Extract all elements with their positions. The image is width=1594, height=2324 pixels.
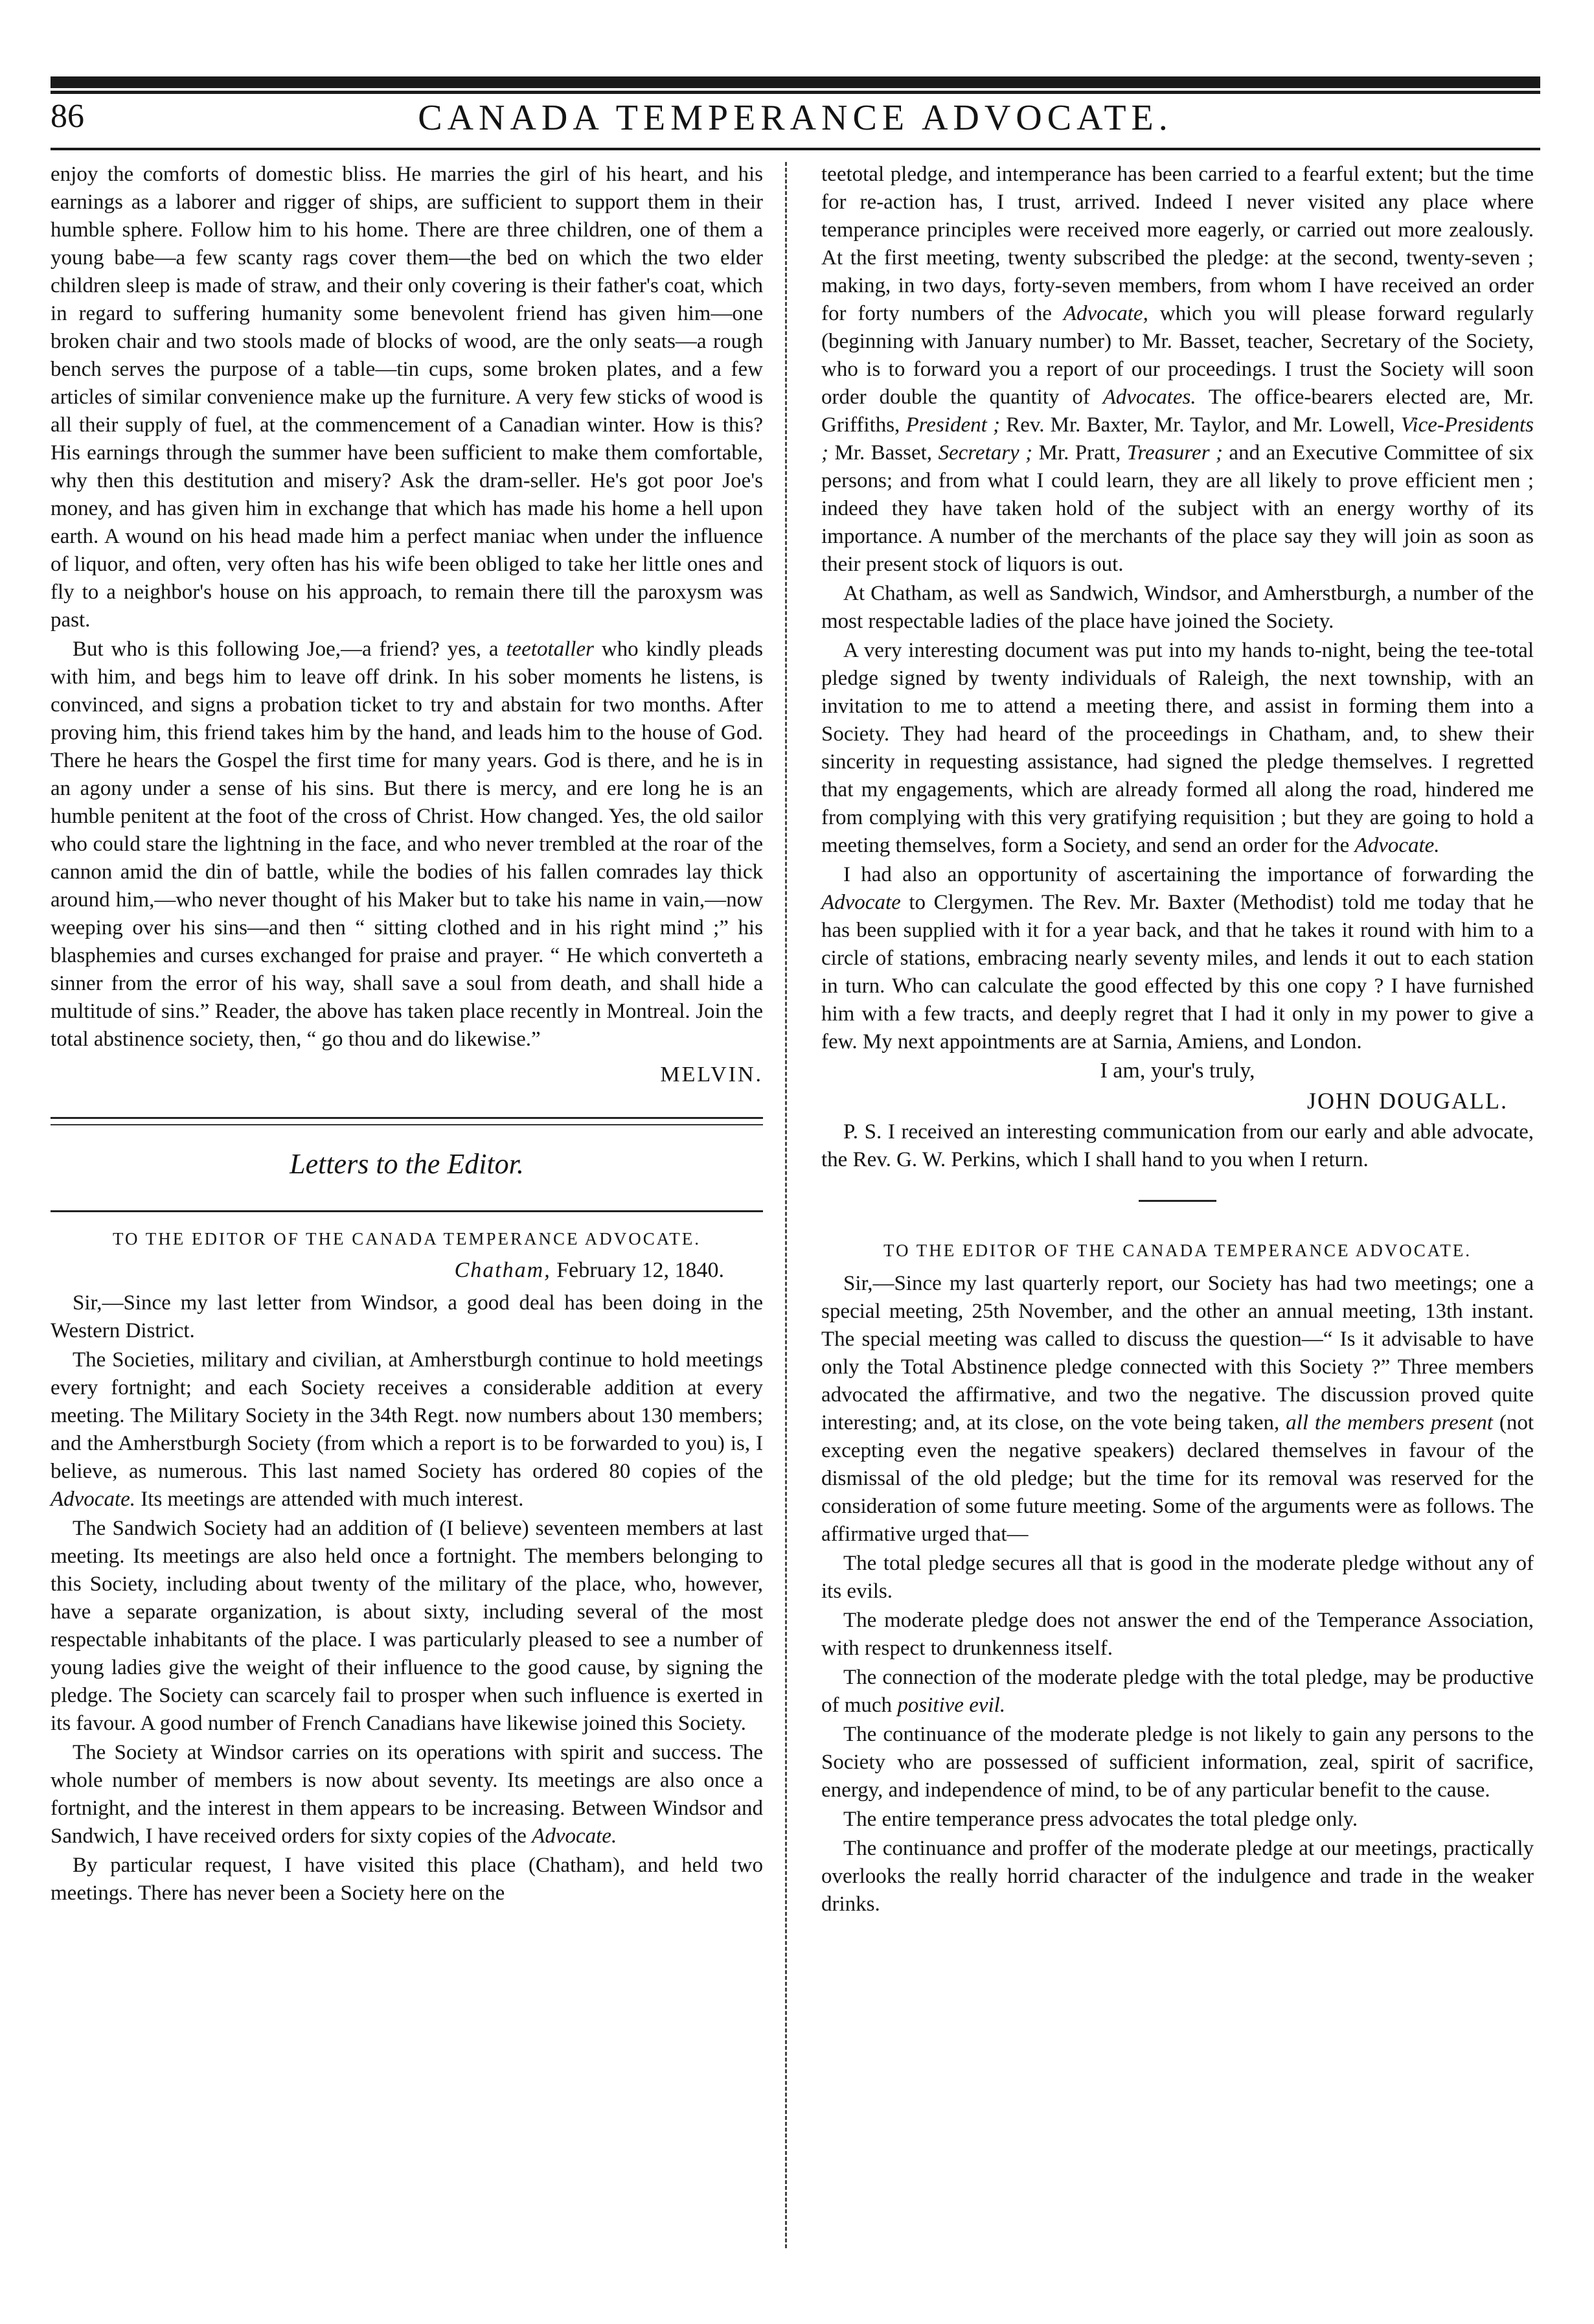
page-header [51, 97, 1540, 149]
running-title: CANADA TEMPERANCE ADVOCATE. [418, 98, 1173, 138]
letter1-paragraph-2: The Societies, military and civilian, at Amherstburgh continue to hold meetings every fortnight; and each Society receives a considerable addition at every meeting. The Military Society in the 34th Regt. now numbers about 130 members; and the Amherstburgh Society (from which a report is to be forwarded to you) is, I believe, as numerous. This last named Society has ordered 80 copies of the Advocate. Its meetings are attended with much interest. [51, 1348, 763, 1511]
argument-4: The continuance of the moderate pledge is not likely to gain any persons to the Society who are possessed of sufficient information, zeal, spirit of sacrifice, energy, and independence of mind, to be of any particular benefit to the cause. [821, 1723, 1534, 1802]
argument-1: The total pledge secures all that is good in the moderate pledge without any of its evils. [821, 1552, 1534, 1603]
right-paragraph-3: A very interesting document was put into my hands to-night, being the tee-total pledge signed by twenty individuals of Raleigh, the next township, with an invitation to me to attend a meeting there, and assist in forming them into a Society. They had heard of the proceedings in Chatham, and, to shew their sincerity in requesting assistance, had signed the pledge themselves. I regretted that my engagements, which are already formed all along the road, hindered me from complying with this very gratifying requisition ; but they are going to hold a meeting themselves, form a Society, and send an order for the Advocate. [821, 639, 1534, 857]
postscript: P. S. I received an interesting communication from our early and able advocate, the Rev. G. W. Perkins, which I shall hand to you when I return. [821, 1120, 1534, 1171]
letter-address-1: TO THE EDITOR OF THE CANADA TEMPERANCE ADVOCATE. [112, 1229, 701, 1248]
section-rule-bottom [51, 1210, 763, 1212]
left-paragraph-2: But who is this following Joe,—a friend? yes, a teetotaller who kindly pleads with him, and begs him to leave off drink. In his sober moments he listens, is convinced, and signs a probation ticket to try and abstain for two months. After proving him, this friend takes him by the hand, and leads him to the house of God. There he hears the Gospel the first time for many years. God is there, and he is in an agony under a sense of his sins. But there is mercy, and ere long he is an humble penitent at the foot of the cross of Christ. How changed. Yes, the old sailor who could stare the lightning in the face, and who never trembled at the roar of the cannon amid the din of battle, while the bodies of his fallen comrades lay thick around him,—who never thought of his Maker but to take his name in vain,—now weeping over his sins—and then “ sitting clothed and in his right mind ;” his blasphemies and curses exchanged for praise and prayer. “ He which converteth a sinner from the error of his way, shall save a soul from death, and shall hide a multitude of sins.” Reader, the above has taken place recently in Montreal. Join the total abstinence society, then, “ go thou and do likewise.” [51, 638, 763, 1051]
letter-address-2: TO THE EDITOR OF THE CANADA TEMPERANCE ADVOCATE. [883, 1241, 1472, 1260]
letter-closing: I am, your's truly, [1100, 1059, 1255, 1083]
page-number: 86 [51, 98, 84, 135]
argument-3: The connection of the moderate pledge with the total pledge, may be productive of much positive evil. [821, 1666, 1534, 1717]
letter-dateline: Chatham, February 12, 1840. [454, 1258, 724, 1282]
short-divider [1139, 1200, 1216, 1202]
section-title: Letters to the Editor. [290, 1148, 524, 1180]
column-divider [785, 162, 787, 2248]
letter1-paragraph-1: Sir,—Since my last letter from Windsor, a good deal has been doing in the Western District. [51, 1291, 763, 1342]
argument-5: The entire temperance press advocates the total pledge only. [843, 1808, 1358, 1831]
signature-melvin: MELVIN. [660, 1063, 763, 1087]
section-rule-top-thin [51, 1124, 763, 1125]
argument-6: The continuance and proffer of the moderate pledge at our meetings, practically overlooks the really horrid character of the indulgence and trade in the weaker drinks. [821, 1837, 1534, 1916]
letter2-paragraph-1: Sir,—Since my last quarterly report, our Society has had two meetings; one a special meeting, 25th November, and the other an annual meeting, 13th instant. The special meeting was called to discuss the question—“ Is it advisable to have only the Total Abstinence pledge connected with this Society ?” Three members advocated the affirmative, and two the negative. The discussion proved quite interesting; and, at its close, on the vote being taken, all the members present (not excepting even the negative speakers) declared themselves in favour of the dismissal of the old pledge; but the time for its removal was reserved for the consideration of some future meeting. Some of the arguments were as follows. The affirmative urged that— [821, 1272, 1534, 1546]
signature-dougall: JOHN DOUGALL. [1307, 1088, 1508, 1114]
letter1-paragraph-5: By particular request, I have visited this place (Chatham), and held two meetings. There has never been a Society here on the [51, 1854, 763, 1905]
right-paragraph-1: teetotal pledge, and intemperance has been carried to a fearful extent; but the time for re-action has, I trust, arrived. Indeed I never visited any place where temperance principles were received more eagerly, or carried out more zealously. At the first meeting, twenty subscribed the pledge: at the second, twenty-seven ; making, in two days, forty-seven members, from whom I have received an order for forty numbers of the Advocate, which you will please forward regularly (beginning with January number) to Mr. Basset, teacher, Secretary of the Society, who is to forward you a report of our proceedings. I trust the Society will soon order double the quantity of Advocates. The office-bearers elected are, Mr. Griffiths, President ; Rev. Mr. Baxter, Mr. Taylor, and Mr. Lowell, Vice-Presidents ; Mr. Basset, Secretary ; Mr. Pratt, Treasurer ; and an Executive Committee of six persons; and from what I could learn, they are all likely to prove efficient men ; indeed they have taken hold of the subject with an energy worthy of its importance. A number of the merchants of the place say they will join as soon as their present stock of liquors is out. [821, 163, 1534, 576]
right-column [821, 161, 1534, 1920]
right-paragraph-2: At Chatham, as well as Sandwich, Windsor, and Amherstburgh, a number of the most respectable ladies of the place have joined the Society. [821, 582, 1534, 633]
header-rule [51, 148, 1540, 150]
section-rule-top [51, 1117, 763, 1119]
left-column [51, 161, 763, 1909]
left-paragraph-1: enjoy the comforts of domestic bliss. He marries the girl of his heart, and his earnings as a laborer and rigger of ships, are sufficient to support them in their humble sphere. Follow him to his home. There are three children, one of them a young babe—a few scanty rags cover them—the bed on which the two elder children sleep is made of straw, and their only covering is their father's coat, which in regard to suffering humanity some benevolent friend has given him—one broken chair and two stools made of blocks of wood, are the only seats—a rough bench serves the purpose of a table—tin cups, some broken plates, and a few articles of similar convenience make up the furniture. A very few sticks of wood is all their supply of fuel, at the commencement of a Canadian winter. How is this? His earnings through the summer have been sufficient to make them comfortable, why then this destitution and misery? Ask the dram-seller. He's got poor Joe's money, and has given him in exchange that which has made his home a hell upon earth. A wound on his head made him a perfect maniac when under the influence of liquor, and often, very often has his wife been obliged to take her little ones and fly to a neighbor's house on his approach, to remain there till the paroxysm was past. [51, 163, 763, 632]
top-thin-rule [51, 91, 1540, 94]
letter1-paragraph-3: The Sandwich Society had an addition of (I believe) seventeen members at last meeting. Its meetings are also held once a fortnight. The members belonging to this Society, including about twenty of the military of the place, who, however, have a separate organization, is about sixty, including several of the most respectable inhabitants of the place. I was particularly pleased to see a number of young ladies give the weight of their influence to the good cause, by signing the pledge. The Society can scarcely fail to prosper when such influence is exerted in its favour. A good number of French Canadians have likewise joined this Society. [51, 1517, 763, 1735]
right-paragraph-4: I had also an opportunity of ascertaining the importance of forwarding the Advocate to Clergymen. The Rev. Mr. Baxter (Methodist) told me today that he has been supplied with it for a year back, and that he takes it round with him to a circle of stations, embracing nearly seventy miles, and lends it out to each station in turn. Who can calculate the good effected by this one copy ? I have furnished him with a few tracts, and deeply regret that I had it only in my power to give a few. My next appointments are at Sarnia, Amiens, and London. [821, 863, 1534, 1053]
argument-2: The moderate pledge does not answer the end of the Temperance Association, with respect to drunkenness itself. [821, 1609, 1534, 1660]
letter1-paragraph-4: The Society at Windsor carries on its operations with spirit and success. The whole number of members is now about seventy. Its meetings are also once a fortnight, and the interest in them appears to be increasing. Between Windsor and Sandwich, I have received orders for sixty copies of the Advocate. [51, 1741, 763, 1848]
top-heavy-rule [51, 76, 1540, 88]
